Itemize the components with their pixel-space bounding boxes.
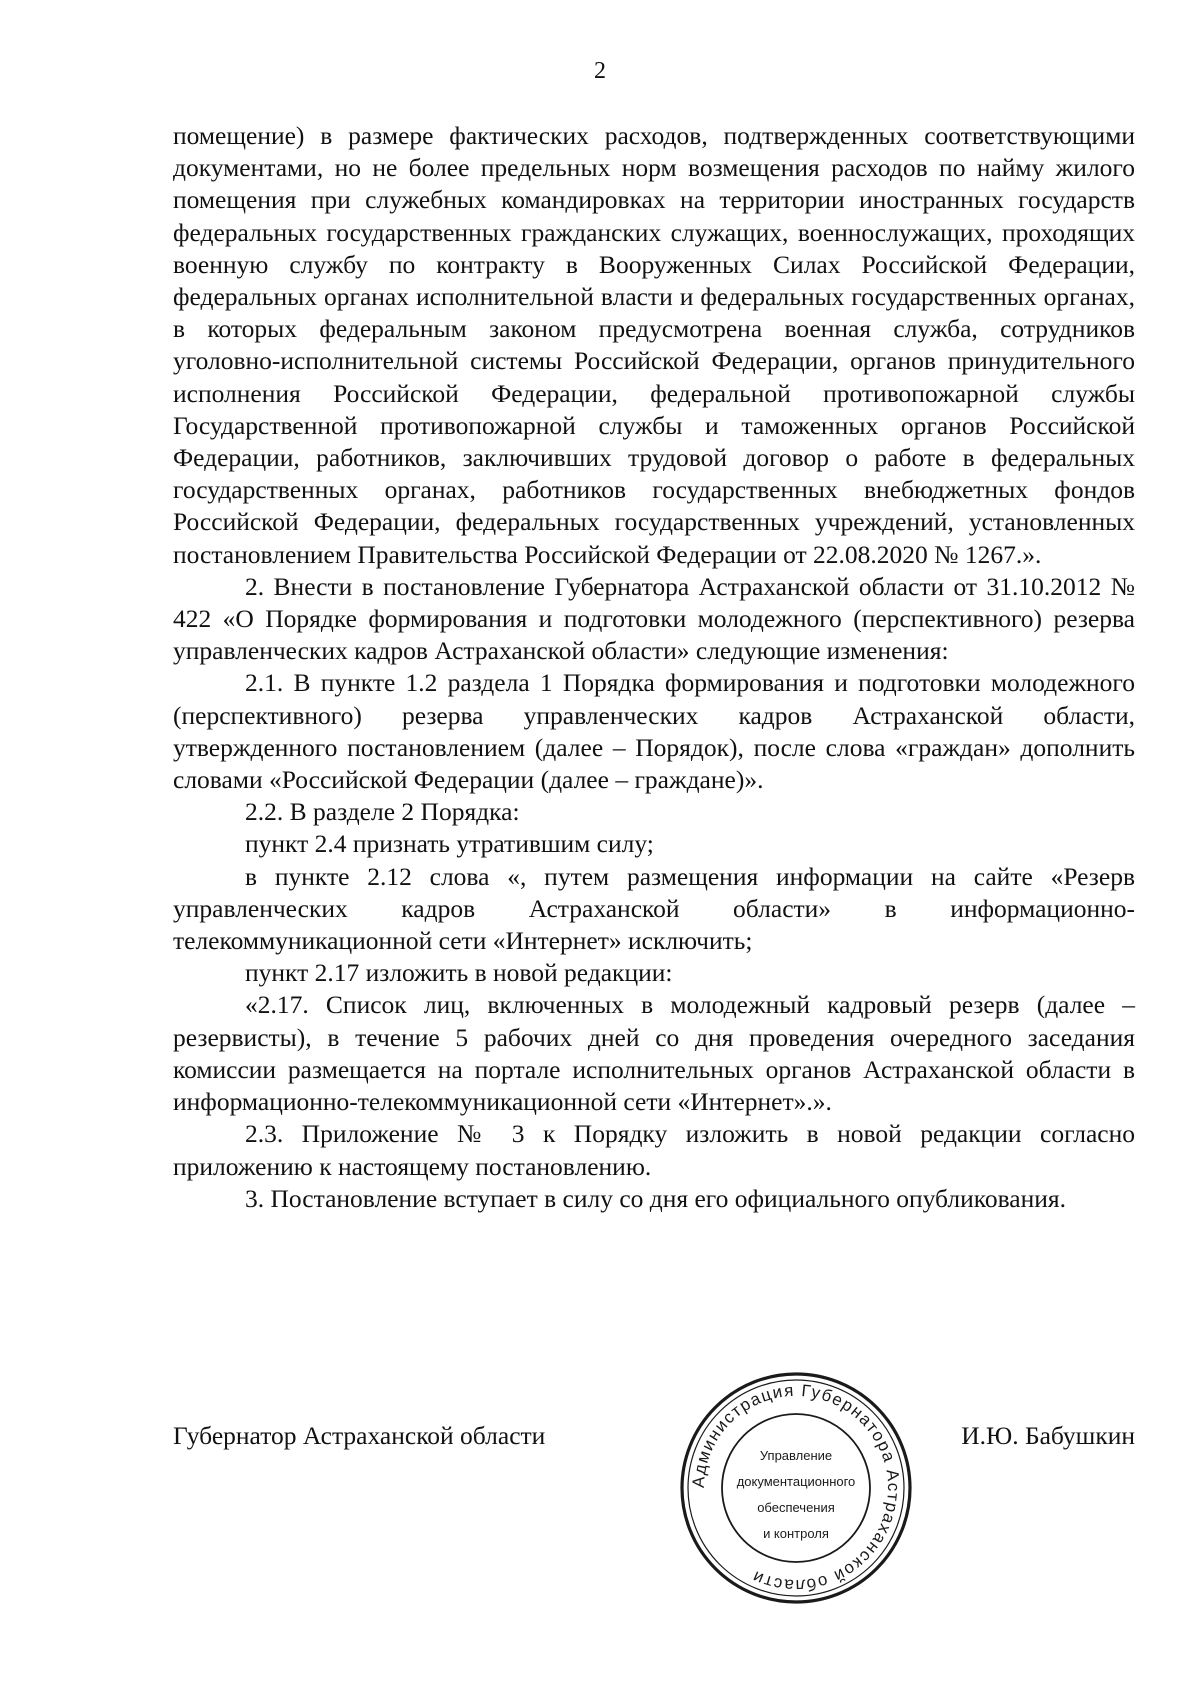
- signatory-position: Губернатор Астраханской области: [173, 1421, 546, 1450]
- paragraph-1: помещение) в размере фактических расходов, подтвержденных соответствующими документами, но не более предельных норм возмещения расходов по найму жилого помещения при служебных командировках на территории иностранных государств федеральных государственных гражданских служащих, военнослужащих, проходящих военную службу по контракту в Вооруженных Силах Российской Федерации, федеральных органах исполнительной власти и федеральных государственных органах, в которых федеральным законом предусмотрена военная служба, сотрудников уголовно-исполнительной системы Российской Федерации, органов принудительного исполнения Российской Федерации, федеральной противопожарной службы Государственной противопожарной службы и таможенных органов Российской Федерации, работников, заключивших трудовой договор о работе в федеральных государственных органах, работников государственных внебюджетных фондов Российской Федерации, федеральных государственных учреждений, установленных постановлением Правительства Российской Федерации от 22.08.2020 № 1267.».: [173, 121, 1135, 569]
- seal-center-line-1: Управление: [759, 1448, 833, 1463]
- page-number: 2: [594, 58, 606, 84]
- seal-center-line-3: обеспечения: [757, 1500, 835, 1515]
- paragraph-2-17-text: «2.17. Список лиц, включенных в молодежный кадровый резерв (далее – резервисты), в течение 5 рабочих дней со дня проведения очередного заседания комиссии размещается на портале исполнительных органов Астраханской области в информационно-телекоммуникационной сети «Интернет».».: [173, 990, 1135, 1117]
- paragraph-2-2-item-2-17: пункт 2.17 изложить в новой редакции:: [245, 958, 673, 988]
- official-stamp: [676, 1368, 916, 1608]
- paragraph-2-2: 2.2. В разделе 2 Порядка:: [245, 797, 520, 827]
- paragraph-2-3: 2.3. Приложение № 3 к Порядку изложить в новой редакции согласно приложению к настоящему постановлению.: [173, 1119, 1135, 1181]
- signatory-name: И.Ю. Бабушкин: [961, 1421, 1135, 1450]
- signature-block: [173, 1420, 1135, 1460]
- paragraph-2-1: 2.1. В пункте 1.2 раздела 1 Порядка формирования и подготовки молодежного (перспективного) резерва управленческих кадров Астраханской области, утвержденного постановлением (далее – Порядок), после слова «граждан» дополнить словами «Российской Федерации (далее – граждане)».: [173, 668, 1135, 795]
- paragraph-3: 3. Постановление вступает в силу со дня его официального опубликования.: [245, 1183, 1066, 1213]
- paragraph-2-2-item-2-12: в пункте 2.12 слова «, путем размещения информации на сайте «Резерв управленческих кадров Астраханской области» в информационно-телекоммуникационной сети «Интернет» исключить;: [173, 861, 1135, 956]
- paragraph-2: 2. Внести в постановление Губернатора Астраханской области от 31.10.2012 № 422 «О Порядке формирования и подготовки молодежного (перспективного) резерва управленческих кадров Астраханской области» следующие изменения:: [173, 571, 1135, 666]
- document-body: [173, 120, 1135, 1215]
- seal-ring-text: Администрация Губернатора Астраханской области: [688, 1380, 904, 1596]
- paragraph-2-2-item-2-4: пункт 2.4 признать утратившим силу;: [245, 829, 654, 859]
- seal-center-line-2: документационного: [736, 1474, 856, 1489]
- seal-center-line-4: и контроля: [763, 1526, 829, 1541]
